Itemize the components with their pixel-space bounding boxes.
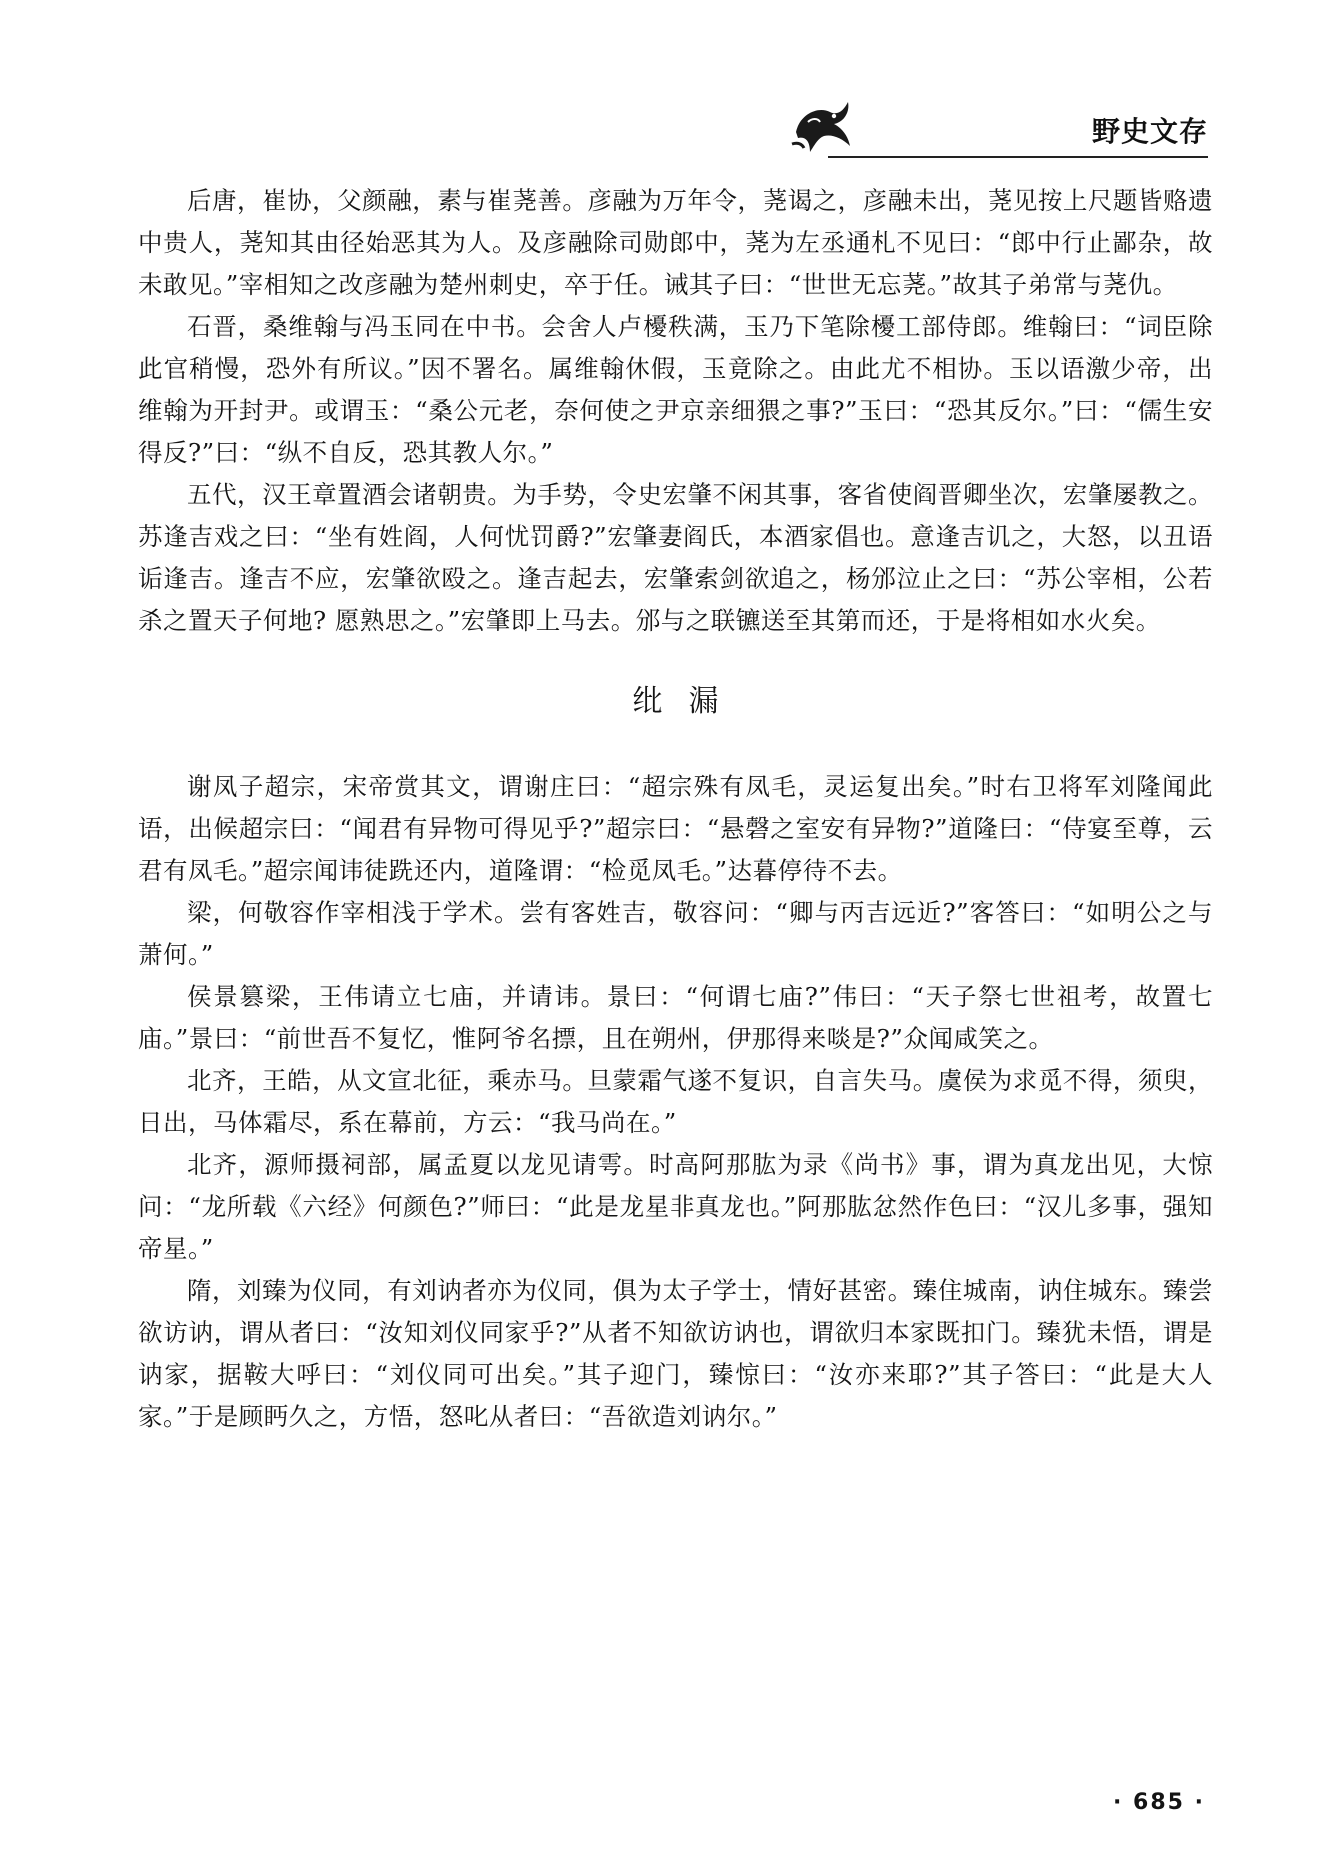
paragraph: 北齐，源师摄祠部，属孟夏以龙见请雩。时高阿那肱为录《尚书》事，谓为真龙出见，大惊问：“龙所载《六经》何颜色?”师曰：“此是龙星非真龙也。”阿那肱忿然作色曰：“汉儿多事，强知帝星。”: [138, 1150, 1213, 1263]
paragraph: 五代，汉王章置酒会诸朝贵。为手势，令史宏肇不闲其事，客省使阎晋卿坐次，宏肇屡教之。苏逢吉戏之曰：“坐有姓阎，人何忧罚爵?”宏肇妻阎氏，本酒家倡也。意逢吉讥之，大怒，以丑语诟逢吉。逢吉不应，宏肇欲殴之。逢吉起去，宏肇索剑欲追之，杨邠泣止之曰：“苏公宰相，公若杀之置天子何地? 愿熟思之。”宏肇即上马去。邠与之联镳送至其第而还，于是将相如水火矣。: [138, 480, 1213, 635]
paragraph: 隋，刘臻为仪同，有刘讷者亦为仪同，俱为太子学士，情好甚密。臻住城南，讷住城东。臻尝欲访讷，谓从者曰：“汝知刘仪同家乎?”从者不知欲访讷也，谓欲归本家既扣门。臻犹未悟，谓是讷家，据鞍大呼曰：“刘仪同可出矣。”其子迎门，臻惊曰：“汝亦来耶?”其子答曰：“此是大人家。”于是顾眄久之，方悟，怒叱从者曰：“吾欲造刘讷尔。”: [138, 1276, 1213, 1431]
header-title: 野史文存: [1091, 115, 1208, 148]
paragraph: 谢凤子超宗，宋帝赏其文，谓谢庄曰：“超宗殊有凤毛，灵运复出矣。”时右卫将军刘隆闻此语，出候超宗曰：“闻君有异物可得见乎?”超宗曰：“悬磬之室安有异物?”道隆曰：“侍宴至尊，云君有凤毛。”超宗闻讳徒跣还内，道隆谓：“检觅凤毛。”达暮停待不去。: [138, 772, 1213, 885]
paragraph: 北齐，王皓，从文宣北征，乘赤马。旦蒙霜气遂不复识，自言失马。虞侯为求觅不得，须臾，日出，马体霜尽，系在幕前，方云：“我马尚在。”: [138, 1066, 1213, 1137]
paragraph: 后唐，崔协，父颜融，素与崔荛善。彦融为万年令，荛谒之，彦融未出，荛见按上尺题皆赂遗中贵人，荛知其由径始恶其为人。及彦融除司勋郎中，荛为左丞通札不见曰：“郎中行止鄙杂，故未敢见。”宰相知之改彦融为楚州刺史，卒于任。诫其子曰：“世世无忘荛。”故其子弟常与荛仇。: [138, 186, 1213, 299]
running-header: [788, 92, 1208, 162]
page-number: · 685 ·: [1113, 1790, 1205, 1815]
paragraph: 梁，何敬容作宰相浅于学术。尝有客姓吉，敬容问：“卿与丙吉远近?”客答曰：“如明公之与萧何。”: [138, 898, 1213, 969]
paragraph: 侯景篡梁，王伟请立七庙，并请讳。景曰：“何谓七庙?”伟曰：“天子祭七世祖考，故置七庙。”景曰：“前世吾不复忆，惟阿爷名摽，且在朔州，伊那得来啖是?”众闻咸笑之。: [138, 982, 1213, 1053]
header-rule: [828, 156, 1208, 158]
dragon-logo-icon: [788, 92, 858, 158]
section-title: 纰漏: [632, 684, 745, 719]
body-text: [138, 180, 1213, 1438]
paragraph: 石晋，桑维翰与冯玉同在中书。会舍人卢櫌秩满，玉乃下笔除櫌工部侍郎。维翰曰：“词臣除此官稍慢，恐外有所议。”因不署名。属维翰休假，玉竟除之。由此尤不相协。玉以语激少帝，出维翰为开封尹。或谓玉：“桑公元老，奈何使之尹京亲细猥之事?”玉曰：“恐其反尔。”曰：“儒生安得反?”曰：“纵不自反，恐其教人尔。”: [138, 312, 1213, 467]
